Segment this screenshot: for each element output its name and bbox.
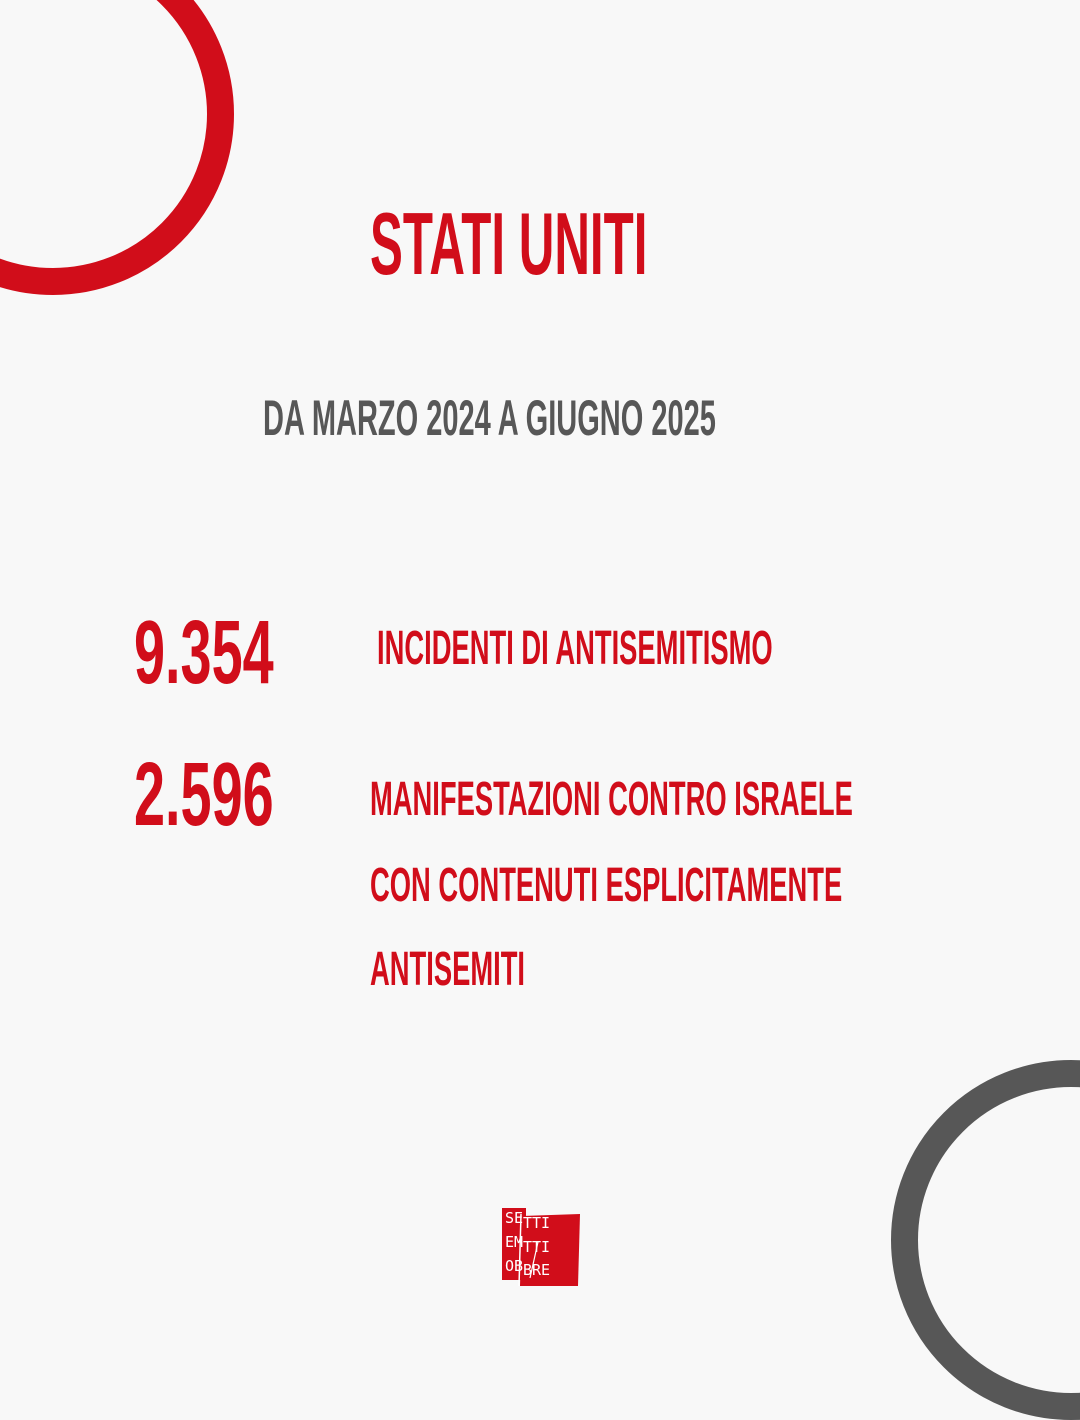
logo-text-tti-top: TTI [523,1214,551,1232]
stat-label-incidents: INCIDENTI DI ANTISEMITISMO [377,622,773,675]
stat-label-demonstrations-line-1: MANIFESTAZIONI CONTRO ISRAELE [370,773,853,826]
logo-text-ob: OB [505,1257,524,1275]
sette-ottobre-logo [502,1208,582,1288]
decorative-red-ring [0,0,234,295]
logo-text-se: SE [505,1209,524,1227]
logo-text-bre: BRE [523,1261,551,1279]
logo-text-em: EM [505,1233,524,1251]
stat-value-demonstrations: 2.596 [134,745,274,845]
date-range-subtitle: DA MARZO 2024 A GIUGNO 2025 [263,390,716,446]
logo-text-tti-mid: TTI [523,1238,551,1256]
page-title: STATI UNITI [370,194,648,293]
stat-label-demonstrations-line-2: CON CONTENUTI ESPLICITAMENTE [370,859,843,912]
decorative-gray-ring [891,1060,1080,1420]
stat-value-incidents: 9.354 [134,603,274,703]
stat-label-demonstrations-line-3: ANTISEMITI [370,943,526,996]
